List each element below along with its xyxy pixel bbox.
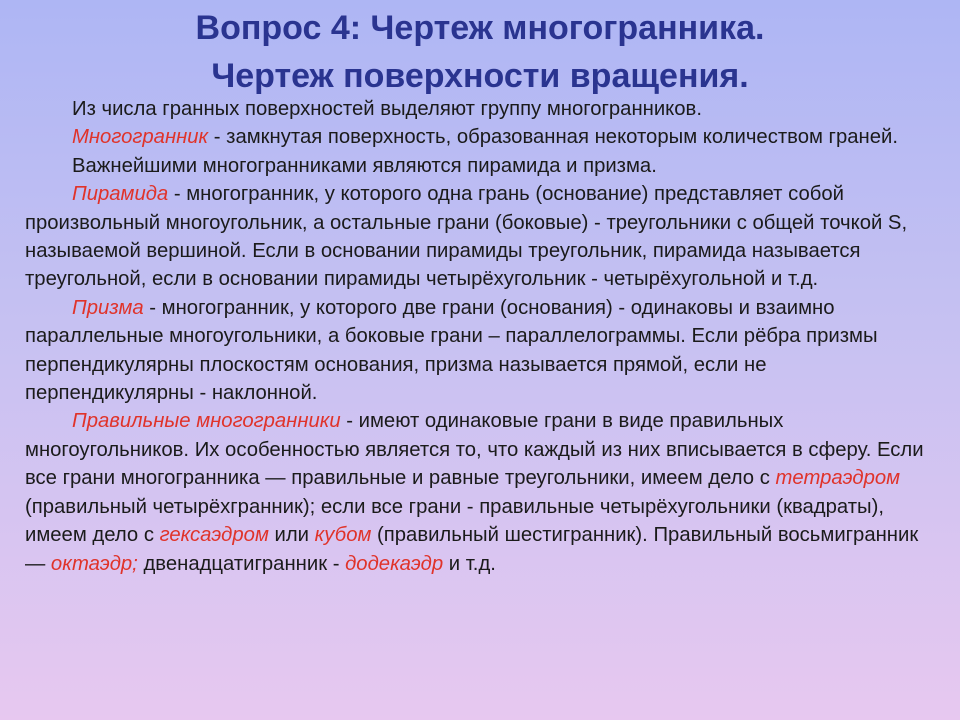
- term-pyramid: Пирамида: [72, 183, 169, 206]
- paragraph-regular-polyhedra: [25, 407, 937, 577]
- paragraph-prism-definition: [25, 294, 937, 408]
- paragraph-main-polyhedra: [25, 152, 937, 180]
- term-prism: Призма: [72, 296, 144, 319]
- paragraph-pyramid-definition: [25, 180, 937, 294]
- paragraph-text: или: [268, 524, 315, 547]
- title-line-1: Вопрос 4: Чертеж многогранника.: [195, 9, 765, 47]
- term-tetrahedron: тетраэдром: [775, 467, 901, 490]
- paragraph-text: (правильный шестигранник). Правильный восьмигранник —: [25, 524, 919, 575]
- term-octahedron: октаэдр;: [50, 552, 138, 575]
- paragraph-text: - замкнутая поверхность, образованная некоторым количеством граней.: [208, 126, 898, 149]
- paragraph-polyhedron-definition: [25, 123, 937, 151]
- title-line-2: Чертеж поверхности вращения.: [211, 57, 749, 95]
- term-hexahedron: гексаэдром: [159, 524, 269, 547]
- paragraph-text: (правильный четырёхгранник); если все грани - правильные четырёхугольники (квадраты), имеем дело с: [25, 495, 885, 547]
- term-regular-polyhedra: Правильные многогранники: [72, 410, 341, 433]
- paragraph-polyhedra-group: [25, 95, 937, 123]
- term-dodecahedron: додекаэдр: [345, 552, 444, 575]
- term-polyhedron: Многогранник: [72, 126, 209, 149]
- slide-body: [25, 95, 937, 578]
- paragraph-text: - имеют одинаковые грани в виде правильных многоугольников. Их особенностью является то, что каждый из них вписывается в сферу. Если все грани многогранника — правильные и равные треугольники, имеем дело с: [25, 410, 924, 490]
- paragraph-text: двенадцатигранник -: [137, 552, 346, 575]
- slide-title: [0, 4, 960, 100]
- term-cube: кубом: [314, 524, 372, 547]
- paragraph-text: и т.д.: [443, 552, 496, 575]
- paragraph-text: - многогранник, у которого две грани (основания) - одинаковы и взаимно параллельные многоугольники, а боковые грани – параллелограммы. Если рёбра призмы перпендикулярны плоскостям основания, призма называется прямой, если не перпендикулярны - наклонной.: [25, 296, 878, 405]
- paragraph-text: Важнейшими многогранниками являются пирамида и призма.: [72, 154, 657, 177]
- paragraph-text: - многогранник, у которого одна грань (основание) представляет собой произвольный многоугольник, а остальные грани (боковые) - треугольники с общей точкой S, называемой вершиной. Если в основании пирамиды треугольник, пирамида называется треугольной, если в основании пирамиды четырёхугольник - четырёхугольной и т.д.: [25, 183, 908, 291]
- paragraph-text: Из числа гранных поверхностей выделяют группу многогранников.: [72, 98, 702, 120]
